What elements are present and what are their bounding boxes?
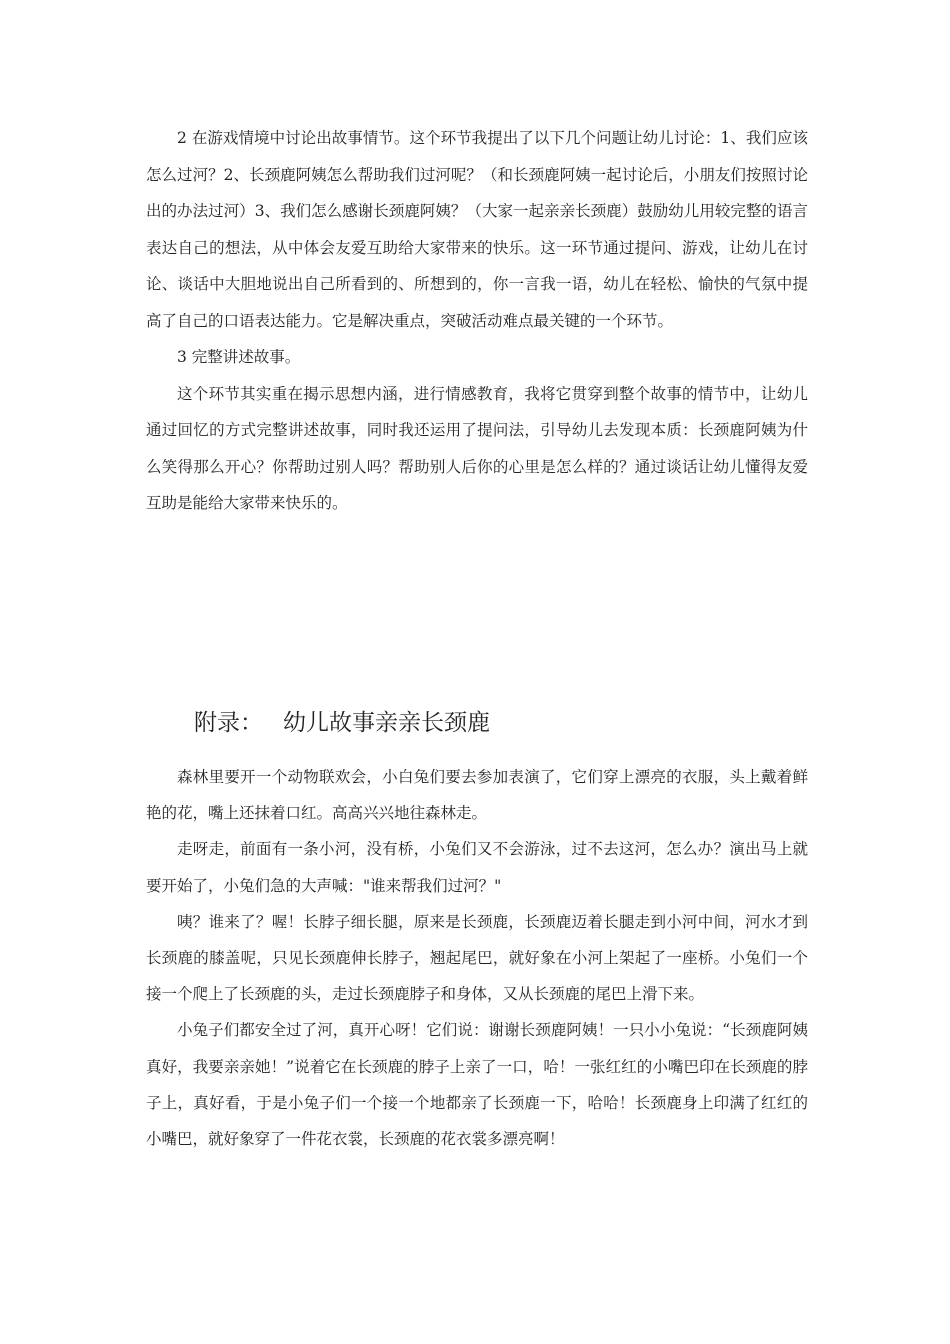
appendix-label: 附录：	[194, 710, 263, 736]
paragraph-discussion-step: 2 在游戏情境中讨论出故事情节。这个环节我提出了以下几个问题让幼儿讨论：1、我们应该怎么过河？2、长颈鹿阿姨怎么帮助我们过河呢？（和长颈鹿阿姨一起讨论后，小朋友们按照讨论出的办法过河）3、我们怎么感谢长颈鹿阿姨？（大家一起亲亲长颈鹿）鼓励幼儿用较完整的语言表达自己的想法，从中体会友爱互助给大家带来的快乐。这一环节通过提问、游戏，让幼儿在讨论、谈话中大胆地说出自己所看到的、所想到的，你一言我一语，幼儿在轻松、愉快的气氛中提高了自己的口语表达能力。它是解决重点，突破活动难点最关键的一个环节。	[146, 129, 808, 330]
story-paragraph: 森林里要开一个动物联欢会，小白兔们要去参加表演了，它们穿上漂亮的衣服，头上戴着鲜艳的花，嘴上还抹着口红。高高兴兴地往森林走。	[146, 768, 808, 823]
story-paragraph: 小兔子们都安全过了河，真开心呀！它们说：谢谢长颈鹿阿姨！一只小小兔说：“长颈鹿阿姨真好，我要亲亲她！”说着它在长颈鹿的脖子上亲了一口，哈！一张红红的小嘴巴印在长颈鹿的脖子上，真好看，于是小兔子们一个接一个地都亲了长颈鹿一下，哈哈！长颈鹿身上印满了红红的小嘴巴，就好象穿了一件花衣裳，长颈鹿的花衣裳多漂亮啊！	[146, 1021, 808, 1149]
story-paragraph: 咦？谁来了？喔！长脖子细长腿，原来是长颈鹿，长颈鹿迈着长腿走到小河中间，河水才到长颈鹿的膝盖呢，只见长颈鹿伸长脖子，翘起尾巴，就好象在小河上架起了一座桥。小兔们一个接一个爬上了长颈鹿的头，走过长颈鹿脖子和身体，又从长颈鹿的尾巴上滑下来。	[146, 912, 808, 1004]
teaching-reflection-section	[146, 120, 808, 522]
appendix-heading	[194, 703, 490, 743]
paragraph-retell-heading: 3 完整讲述故事。	[177, 348, 301, 366]
paragraph-retell-step: 这个环节其实重在揭示思想内涵，进行情感教育，我将它贯穿到整个故事的情节中，让幼儿通过回忆的方式完整讲述故事，同时我还运用了提问法，引导幼儿去发现本质：长颈鹿阿姨为什么笑得那么开心？你帮助过别人吗？帮助别人后你的心里是怎么样的？通过谈话让幼儿懂得友爱互助是能给大家带来快乐的。	[146, 384, 808, 512]
appendix-title: 幼儿故事亲亲长颈鹿	[283, 710, 490, 736]
story-section	[146, 759, 808, 1157]
story-paragraph: 走呀走，前面有一条小河，没有桥，小兔们又不会游泳，过不去这河，怎么办？演出马上就要开始了，小兔们急的大声喊："谁来帮我们过河？"	[146, 840, 808, 895]
